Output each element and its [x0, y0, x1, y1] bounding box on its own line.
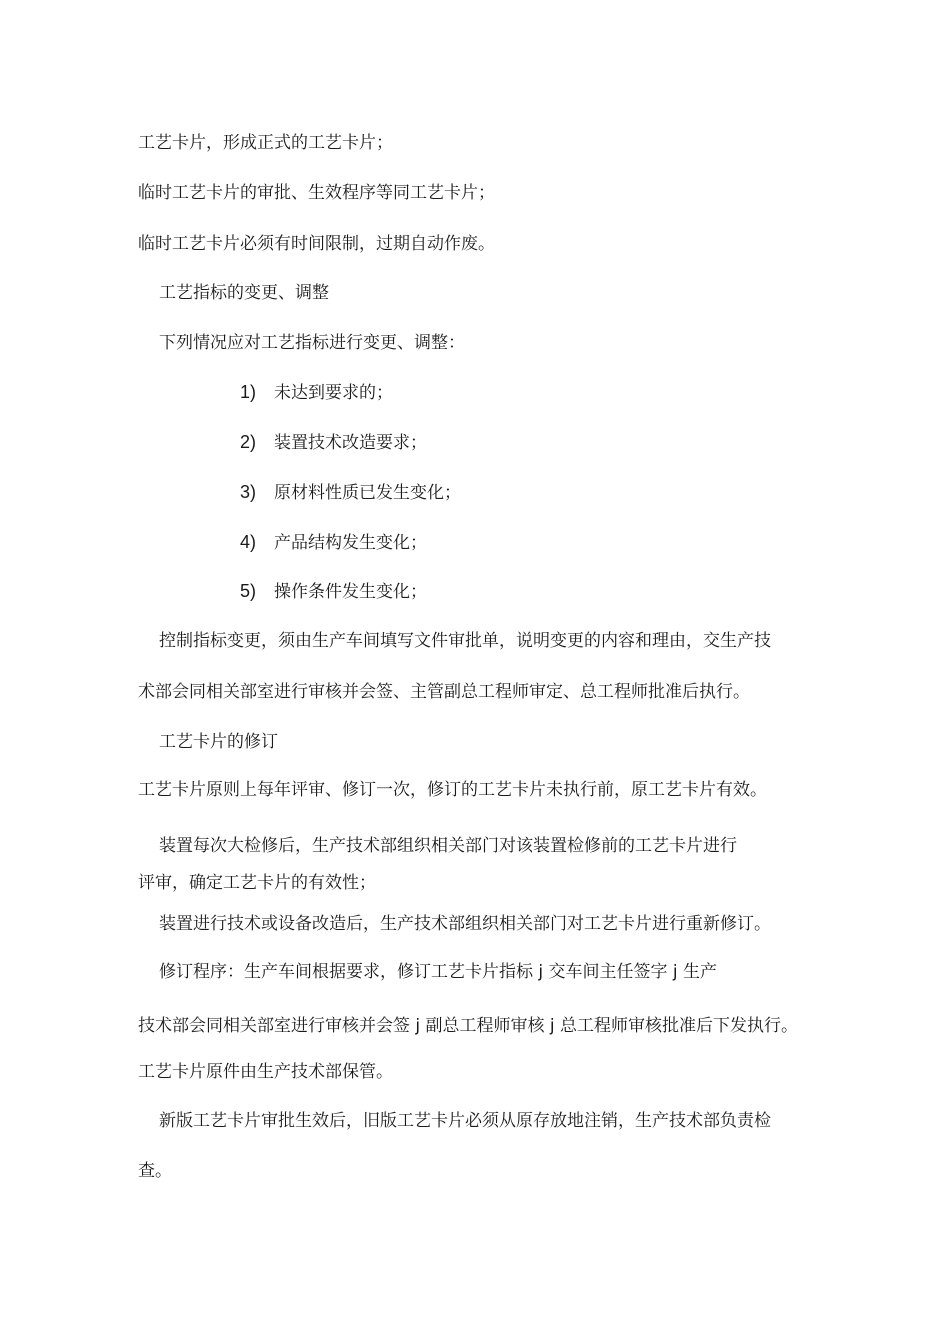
paragraph: 查。 [138, 1161, 172, 1181]
paragraph: 临时工艺卡片的审批、生效程序等同工艺卡片； [138, 183, 495, 203]
paragraph: 修订程序：生产车间根据要求，修订工艺卡片指标 j 交车间主任签字 j 生产 [159, 962, 718, 982]
paragraph: 评审，确定工艺卡片的有效性； [138, 873, 376, 893]
paragraph: 临时工艺卡片必须有时间限制，过期自动作废。 [138, 234, 495, 254]
paragraph: 控制指标变更，须由生产车间填写文件审批单，说明变更的内容和理由，交生产技 [159, 631, 771, 651]
list-text: 装置技术改造要求； [274, 433, 427, 453]
paragraph: 技术部会同相关部室进行审核并会签 j 副总工程师审核 j 总工程师审核批准后下发执行。 [138, 1016, 799, 1036]
list-text: 未达到要求的； [274, 383, 393, 403]
list-text: 产品结构发生变化； [274, 533, 427, 553]
list-number: 4) [240, 532, 257, 552]
paragraph: 新版工艺卡片审批生效后，旧版工艺卡片必须从原存放地注销，生产技术部负责检 [159, 1111, 771, 1131]
section-heading: 工艺卡片的修订 [159, 732, 278, 752]
paragraph: 术部会同相关部室进行审核并会签、主管副总工程师审定、总工程师批准后执行。 [138, 682, 750, 702]
paragraph: 工艺卡片，形成正式的工艺卡片； [138, 133, 393, 153]
paragraph: 装置每次大检修后，生产技术部组织相关部门对该装置检修前的工艺卡片进行 [159, 836, 737, 856]
paragraph: 下列情况应对工艺指标进行变更、调整： [159, 333, 465, 353]
list-number: 1) [240, 382, 257, 402]
list-number: 5) [240, 581, 257, 601]
list-number: 2) [240, 432, 257, 452]
list-text: 原材料性质已发生变化； [274, 483, 461, 503]
list-number: 3) [240, 482, 257, 502]
section-heading: 工艺指标的变更、调整 [159, 283, 329, 303]
paragraph: 工艺卡片原则上每年评审、修订一次，修订的工艺卡片未执行前，原工艺卡片有效。 [138, 780, 767, 800]
list-text: 操作条件发生变化； [274, 582, 427, 602]
paragraph: 工艺卡片原件由生产技术部保管。 [138, 1062, 393, 1082]
paragraph: 装置进行技术或设备改造后，生产技术部组织相关部门对工艺卡片进行重新修订。 [159, 914, 771, 934]
